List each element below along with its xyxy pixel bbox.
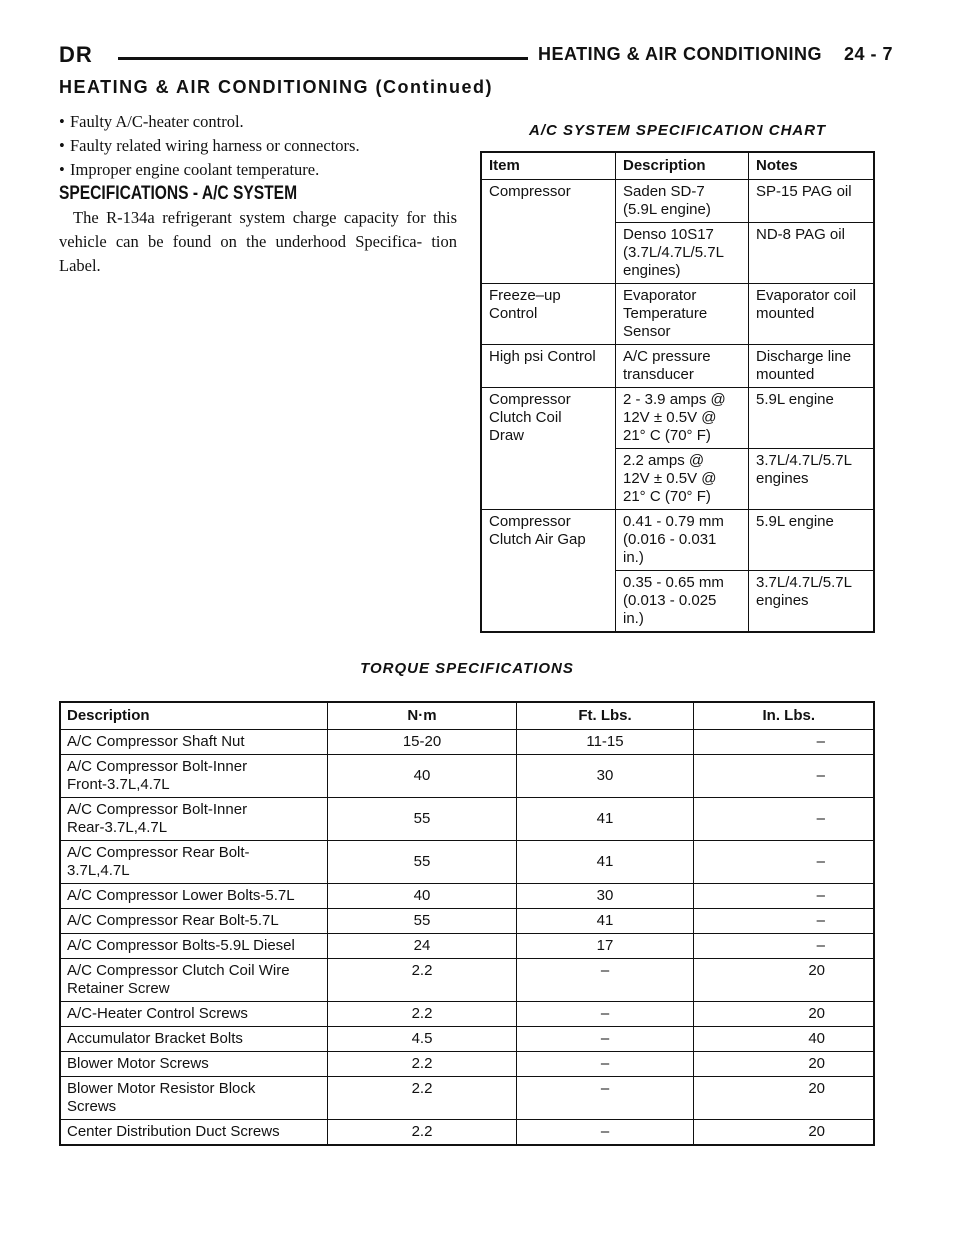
ft-cell: 41 [517, 798, 694, 841]
cell-line: Accumulator Bracket Bolts [67, 1030, 243, 1047]
cell-line: 21° C (70° F) [623, 488, 711, 505]
description-cell [616, 510, 749, 571]
nm-cell: 55 [328, 909, 517, 934]
cell-line: mounted [756, 305, 815, 322]
in-cell: 20 [694, 1120, 875, 1146]
cell-line: mounted [756, 366, 815, 383]
item-cell [481, 345, 616, 388]
description-cell [616, 223, 749, 284]
in-cell: 20 [694, 1002, 875, 1027]
cell-line: Compressor [489, 183, 571, 200]
cell-line: Screws [67, 1098, 117, 1115]
in-cell: – [694, 730, 875, 755]
description-cell [616, 571, 749, 633]
cell-line: Control [489, 305, 538, 322]
torque-table [59, 701, 875, 1146]
ft-cell: 30 [517, 755, 694, 798]
cell-line: engines [756, 470, 809, 487]
cell-line: Front-3.7L,4.7L [67, 776, 170, 793]
nm-cell: 2.2 [328, 1052, 517, 1077]
bullet-item: • Improper engine coolant temperature. [59, 158, 360, 182]
table-row [60, 884, 874, 909]
nm-cell: 55 [328, 798, 517, 841]
description-cell [60, 841, 328, 884]
section-paragraph: The R-134a refrigerant system charge capacity for this vehicle can be found on the underhood Specifica- tion Label. [59, 208, 457, 275]
cell-line: A/C-Heater Control Screws [67, 1005, 248, 1022]
cell-line: Evaporator [623, 287, 697, 304]
cell-line: Saden SD-7 [623, 183, 705, 200]
notes-cell [749, 510, 875, 571]
in-cell: – [694, 798, 875, 841]
nm-cell: 55 [328, 841, 517, 884]
section-heading: SPECIFICATIONS - A/C SYSTEM [59, 183, 298, 204]
ft-cell: – [517, 1052, 694, 1077]
cell-line: 0.35 - 0.65 mm [623, 574, 724, 591]
description-cell [60, 730, 328, 755]
cell-line: 3.7L,4.7L [67, 862, 130, 879]
description-cell [616, 284, 749, 345]
ac-spec-table [480, 151, 875, 633]
cell-line: SP-15 PAG oil [756, 183, 852, 200]
cell-line: engines) [623, 262, 681, 279]
cell-line: 2 - 3.9 amps @ [623, 391, 726, 408]
cell-line: in.) [623, 549, 644, 566]
header-chapter [538, 44, 893, 65]
item-cell [481, 388, 616, 510]
cell-line: 12V ± 0.5V @ [623, 470, 717, 487]
cell-line: A/C Compressor Rear Bolt-5.7L [67, 912, 279, 929]
cell-line: A/C Compressor Bolt-Inner [67, 758, 248, 775]
description-cell [60, 1052, 328, 1077]
cell-line: ND-8 PAG oil [756, 226, 845, 243]
table-row [481, 510, 874, 571]
description-cell [60, 1077, 328, 1120]
description-cell [60, 909, 328, 934]
cell-line: Freeze–up [489, 287, 561, 304]
cell-line: Center Distribution Duct Screws [67, 1123, 280, 1140]
description-cell [60, 755, 328, 798]
ft-cell: 41 [517, 841, 694, 884]
table-row [60, 1002, 874, 1027]
column-header: Description [616, 152, 749, 180]
in-cell: 40 [694, 1027, 875, 1052]
page-number: 24 - 7 [844, 44, 894, 64]
cell-line: 12V ± 0.5V @ [623, 409, 717, 426]
nm-cell: 40 [328, 755, 517, 798]
cell-line: Retainer Screw [67, 980, 170, 997]
notes-cell [749, 388, 875, 449]
item-cell [481, 510, 616, 633]
cell-line: A/C pressure [623, 348, 711, 365]
nm-cell: 40 [328, 884, 517, 909]
cell-line: Blower Motor Screws [67, 1055, 209, 1072]
table-row [60, 1077, 874, 1120]
cell-line: 5.9L engine [756, 513, 834, 530]
table-row [60, 1052, 874, 1077]
table-row [481, 388, 874, 449]
item-cell [481, 284, 616, 345]
cell-line: Sensor [623, 323, 671, 340]
cell-line: A/C Compressor Bolts-5.9L Diesel [67, 937, 295, 954]
cell-line: Clutch Air Gap [489, 531, 586, 548]
table-row [60, 1027, 874, 1052]
ft-cell: 11-15 [517, 730, 694, 755]
ft-cell: 30 [517, 884, 694, 909]
table-row [60, 1120, 874, 1146]
table-row [60, 841, 874, 884]
torque-title: TORQUE SPECIFICATIONS [360, 660, 574, 677]
table-row [60, 755, 874, 798]
column-header: N·m [328, 702, 517, 730]
cell-line: Evaporator coil [756, 287, 857, 304]
cell-line: in.) [623, 610, 644, 627]
cell-line: transducer [623, 366, 694, 383]
table-row [60, 959, 874, 1002]
cell-line: A/C Compressor Lower Bolts-5.7L [67, 887, 295, 904]
in-cell: 20 [694, 959, 875, 1002]
section-body [59, 206, 457, 278]
description-cell [616, 180, 749, 223]
in-cell: – [694, 841, 875, 884]
bullet-list [59, 110, 360, 182]
in-cell: 20 [694, 1077, 875, 1120]
table-row [481, 284, 874, 345]
description-cell [60, 798, 328, 841]
ft-cell: – [517, 959, 694, 1002]
bullet-item: • Faulty A/C-heater control. [59, 110, 360, 134]
notes-cell [749, 284, 875, 345]
column-header: In. Lbs. [694, 702, 875, 730]
ft-cell: – [517, 1027, 694, 1052]
description-cell [60, 1002, 328, 1027]
cell-line: (0.016 - 0.031 [623, 531, 717, 548]
ft-cell: 41 [517, 909, 694, 934]
table-row [60, 909, 874, 934]
table-row [60, 798, 874, 841]
in-cell: 20 [694, 1052, 875, 1077]
table-header-row [60, 702, 874, 730]
continued-title: HEATING & AIR CONDITIONING (Continued) [59, 77, 493, 97]
cell-line: Temperature [623, 305, 708, 322]
ac-chart-title: A/C SYSTEM SPECIFICATION CHART [529, 122, 826, 139]
notes-cell [749, 345, 875, 388]
cell-line: Compressor [489, 391, 571, 408]
nm-cell: 15-20 [328, 730, 517, 755]
in-cell: – [694, 755, 875, 798]
table-row [481, 180, 874, 223]
ft-cell: – [517, 1002, 694, 1027]
description-cell [60, 934, 328, 959]
cell-line: 21° C (70° F) [623, 427, 711, 444]
cell-line: A/C Compressor Bolt-Inner [67, 801, 248, 818]
in-cell: – [694, 934, 875, 959]
table-row [60, 934, 874, 959]
column-header: Ft. Lbs. [517, 702, 694, 730]
notes-cell [749, 571, 875, 633]
cell-line: High psi Control [489, 348, 596, 365]
cell-line: A/C Compressor Clutch Coil Wire [67, 962, 290, 979]
cell-line: (5.9L engine) [623, 201, 711, 218]
item-cell [481, 180, 616, 284]
in-cell: – [694, 909, 875, 934]
nm-cell: 4.5 [328, 1027, 517, 1052]
description-cell [616, 388, 749, 449]
nm-cell: 2.2 [328, 1077, 517, 1120]
cell-line: Draw [489, 427, 525, 444]
table-header-row [481, 152, 874, 180]
nm-cell: 24 [328, 934, 517, 959]
cell-line: 0.41 - 0.79 mm [623, 513, 724, 530]
cell-line: (3.7L/4.7L/5.7L [623, 244, 724, 261]
cell-line: Clutch Coil [489, 409, 562, 426]
column-header: Description [60, 702, 328, 730]
table-row [60, 730, 874, 755]
description-cell [60, 884, 328, 909]
column-header: Item [481, 152, 616, 180]
bullet-item: • Faulty related wiring harness or connectors. [59, 134, 360, 158]
description-cell [60, 1027, 328, 1052]
header-section-code: DR [59, 42, 93, 67]
cell-line: engines [756, 592, 809, 609]
description-cell [616, 449, 749, 510]
description-cell [60, 1120, 328, 1146]
table-row [481, 345, 874, 388]
ft-cell: – [517, 1120, 694, 1146]
cell-line: Denso 10S17 [623, 226, 714, 243]
cell-line: 3.7L/4.7L/5.7L [756, 574, 852, 591]
ft-cell: – [517, 1077, 694, 1120]
notes-cell [749, 449, 875, 510]
cell-line: 2.2 amps @ [623, 452, 705, 469]
cell-line: 5.9L engine [756, 391, 834, 408]
cell-line: Rear-3.7L,4.7L [67, 819, 168, 836]
cell-line: Compressor [489, 513, 571, 530]
notes-cell [749, 223, 875, 284]
nm-cell: 2.2 [328, 1002, 517, 1027]
cell-line: A/C Compressor Shaft Nut [67, 733, 245, 750]
in-cell: – [694, 884, 875, 909]
cell-line: Discharge line [756, 348, 852, 365]
cell-line: (0.013 - 0.025 [623, 592, 717, 609]
cell-line: A/C Compressor Rear Bolt- [67, 844, 250, 861]
cell-line: 3.7L/4.7L/5.7L [756, 452, 852, 469]
description-cell [60, 959, 328, 1002]
ft-cell: 17 [517, 934, 694, 959]
nm-cell: 2.2 [328, 959, 517, 1002]
description-cell [616, 345, 749, 388]
column-header: Notes [749, 152, 875, 180]
notes-cell [749, 180, 875, 223]
header-chapter-title: HEATING & AIR CONDITIONING [538, 44, 822, 64]
nm-cell: 2.2 [328, 1120, 517, 1146]
header-rule [118, 57, 528, 60]
cell-line: Blower Motor Resistor Block [67, 1080, 256, 1097]
